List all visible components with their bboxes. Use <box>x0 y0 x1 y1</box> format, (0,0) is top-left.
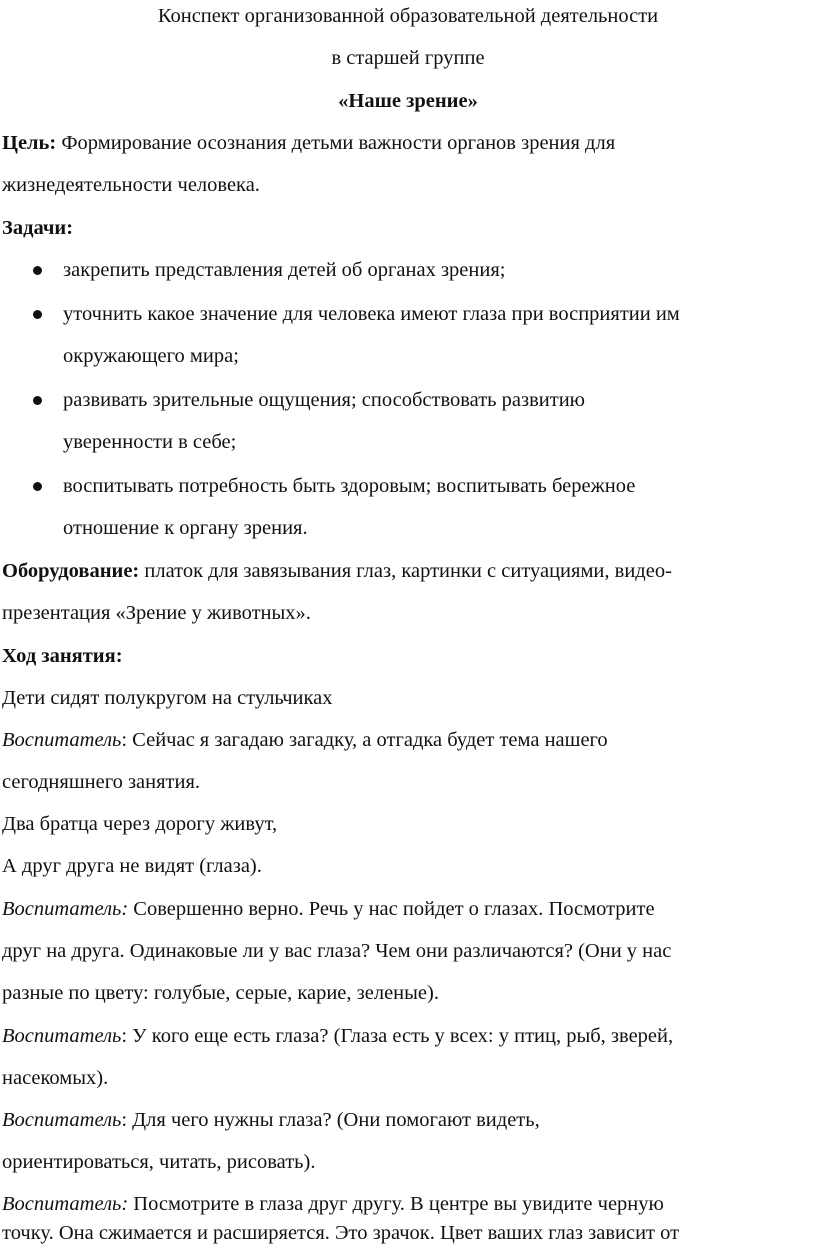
bullet-icon <box>33 482 42 491</box>
equipment-label: Оборудование: <box>2 560 140 582</box>
dialogue-4-cont: ориентироваться, читать, рисовать). <box>2 1151 316 1173</box>
dialogue-2-cont: разные по цвету: голубые, серые, карие, зеленые). <box>2 982 439 1004</box>
equipment-text-cont: презентация «Зрение у животных». <box>2 602 311 624</box>
riddle-line-1: Два братца через дорогу живут, <box>2 813 278 835</box>
dialogue-text: Совершенно верно. Речь у нас пойдет о глазах. Посмотрите <box>128 898 655 920</box>
dialogue-3-cont: насекомых). <box>2 1067 109 1089</box>
speaker-label: Воспитатель <box>2 898 122 920</box>
speaker-separator: : <box>121 1109 128 1131</box>
tasks-label: Задачи: <box>2 217 74 239</box>
speaker-label: Воспитатель <box>2 729 122 751</box>
dialogue-text: У кого еще есть глаза? (Глаза есть у всех: у птиц, рыб, зверей, <box>127 1025 674 1047</box>
speaker-separator: : <box>121 898 129 920</box>
dialogue-text: Сейчас я загадаю загадку, а отгадка будет тема нашего <box>127 729 608 751</box>
task-item-3: развивать зрительные ощущения; способствовать развитию <box>63 389 585 411</box>
task-item-2: уточнить какое значение для человека имеют глаза при восприятии им <box>63 303 680 325</box>
goal-text: Формирование осознания детьми важности органов зрения для <box>56 132 616 154</box>
bullet-icon <box>33 266 42 275</box>
task-item-3-cont: уверенности в себе; <box>63 431 237 453</box>
dialogue-text: Для чего нужны глаза? (Они помогают видеть, <box>127 1109 540 1131</box>
equipment-text: платок для завязывания глаз, картинки с ситуациями, видео- <box>139 560 672 582</box>
task-item-4-cont: отношение к органу зрения. <box>63 517 308 539</box>
speaker-separator: : <box>121 1025 128 1047</box>
header-line-2: в старшей группе <box>331 47 485 69</box>
task-item-2-cont: окружающего мира; <box>63 345 239 367</box>
speaker-separator: : <box>121 1193 129 1215</box>
bullet-icon <box>33 310 42 319</box>
speaker-label: Воспитатель <box>2 1193 122 1215</box>
speaker-separator: : <box>121 729 128 751</box>
dialogue-2 <box>2 888 655 930</box>
document-title: «Наше зрение» <box>338 90 478 112</box>
dialogue-2-cont: друг на друга. Одинаковые ли у вас глаза? Чем они различаются? (Они у нас <box>2 940 672 962</box>
goal-text-cont: жизнедеятельности человека. <box>2 174 260 196</box>
goal-label: Цель: <box>2 132 57 154</box>
dialogue-1 <box>2 719 608 761</box>
speaker-label: Воспитатель <box>2 1025 122 1047</box>
dialogue-text: Посмотрите в глаза друг другу. В центре вы увидите черную <box>128 1193 664 1215</box>
speaker-label: Воспитатель <box>2 1109 122 1131</box>
dialogue-3 <box>2 1015 673 1057</box>
task-item-4: воспитывать потребность быть здоровым; воспитывать бережное <box>63 475 636 497</box>
lesson-label: Ход занятия: <box>2 645 123 667</box>
dialogue-4 <box>2 1099 540 1141</box>
lesson-intro: Дети сидят полукругом на стульчиках <box>2 687 333 709</box>
task-item-1: закрепить представления детей об органах зрения; <box>63 259 506 281</box>
goal-paragraph <box>2 122 615 164</box>
bullet-icon <box>33 396 42 405</box>
riddle-line-2: А друг друга не видят (глаза). <box>2 855 262 877</box>
dialogue-1-cont: сегодняшнего занятия. <box>2 771 201 793</box>
equipment-paragraph <box>2 550 672 592</box>
header-line-1: Конспект организованной образовательной деятельности <box>157 5 659 27</box>
dialogue-5-cont: точку. Она сжимается и расширяется. Это зрачок. Цвет ваших глаз зависит от <box>2 1222 680 1244</box>
